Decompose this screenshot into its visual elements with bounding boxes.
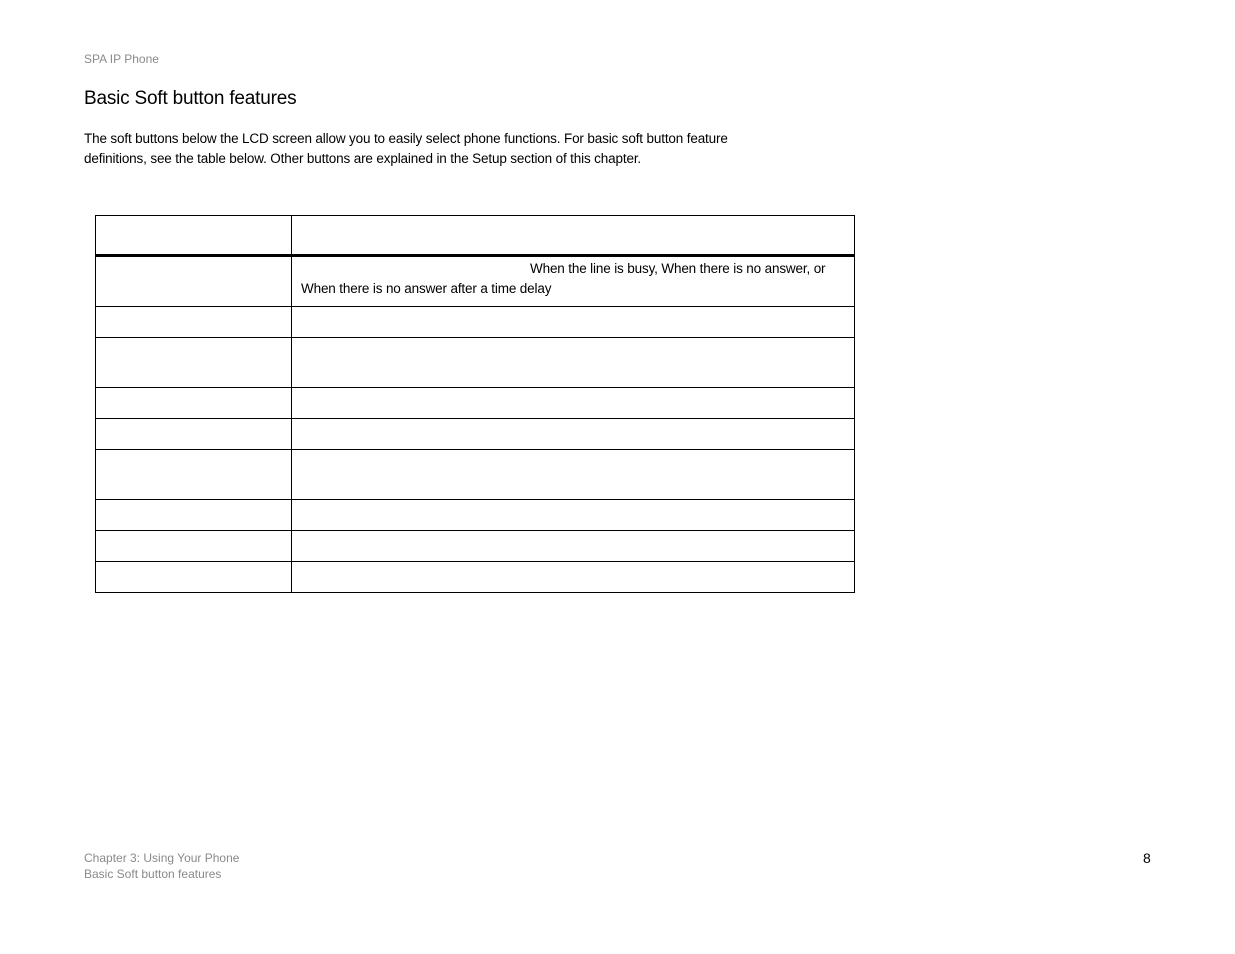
table-cell-description [292, 562, 855, 593]
table-cell-feature [96, 500, 292, 531]
table-cell-feature [96, 450, 292, 500]
table-cell-feature [96, 307, 292, 338]
table-cell-description [292, 307, 855, 338]
table-cell-feature [96, 388, 292, 419]
table-cell-description [292, 500, 855, 531]
table-cell-description [292, 388, 855, 419]
footer-section: Basic Soft button features [84, 867, 222, 881]
table-header-row [96, 216, 855, 256]
table-row [96, 388, 855, 419]
table-cell-description [292, 338, 855, 388]
soft-button-features-table [95, 215, 855, 593]
table-cell-description [292, 450, 855, 500]
table-row [96, 531, 855, 562]
section-title: Basic Soft button features [84, 88, 297, 109]
table-cell-description [292, 419, 855, 450]
table-row [96, 562, 855, 593]
table-cell-description [292, 531, 855, 562]
call-forward-description: When the line is busy, When there is no answer, or When there is no answer after a time delay [301, 261, 826, 296]
table-cell-feature [96, 256, 292, 307]
table-cell-description [292, 256, 855, 307]
running-footer [84, 850, 239, 882]
table-row [96, 450, 855, 500]
table-header-cell-description [292, 216, 855, 256]
table-cell-feature [96, 531, 292, 562]
table-header-cell-feature [96, 216, 292, 256]
table-row [96, 307, 855, 338]
page-number: 8 [1143, 850, 1151, 866]
footer-chapter: Chapter 3: Using Your Phone [84, 851, 240, 865]
running-header: SPA IP Phone [84, 52, 159, 66]
intro-paragraph: The soft buttons below the LCD screen allow you to easily select phone functions. For basic soft button feature definitions, see the table below. Other buttons are explained in the Setup section of this chapter. [84, 131, 728, 166]
table-row [96, 256, 855, 307]
table-cell-feature [96, 562, 292, 593]
table-row [96, 500, 855, 531]
table-cell-feature [96, 338, 292, 388]
table-row [96, 419, 855, 450]
table-cell-feature [96, 419, 292, 450]
table-row [96, 338, 855, 388]
